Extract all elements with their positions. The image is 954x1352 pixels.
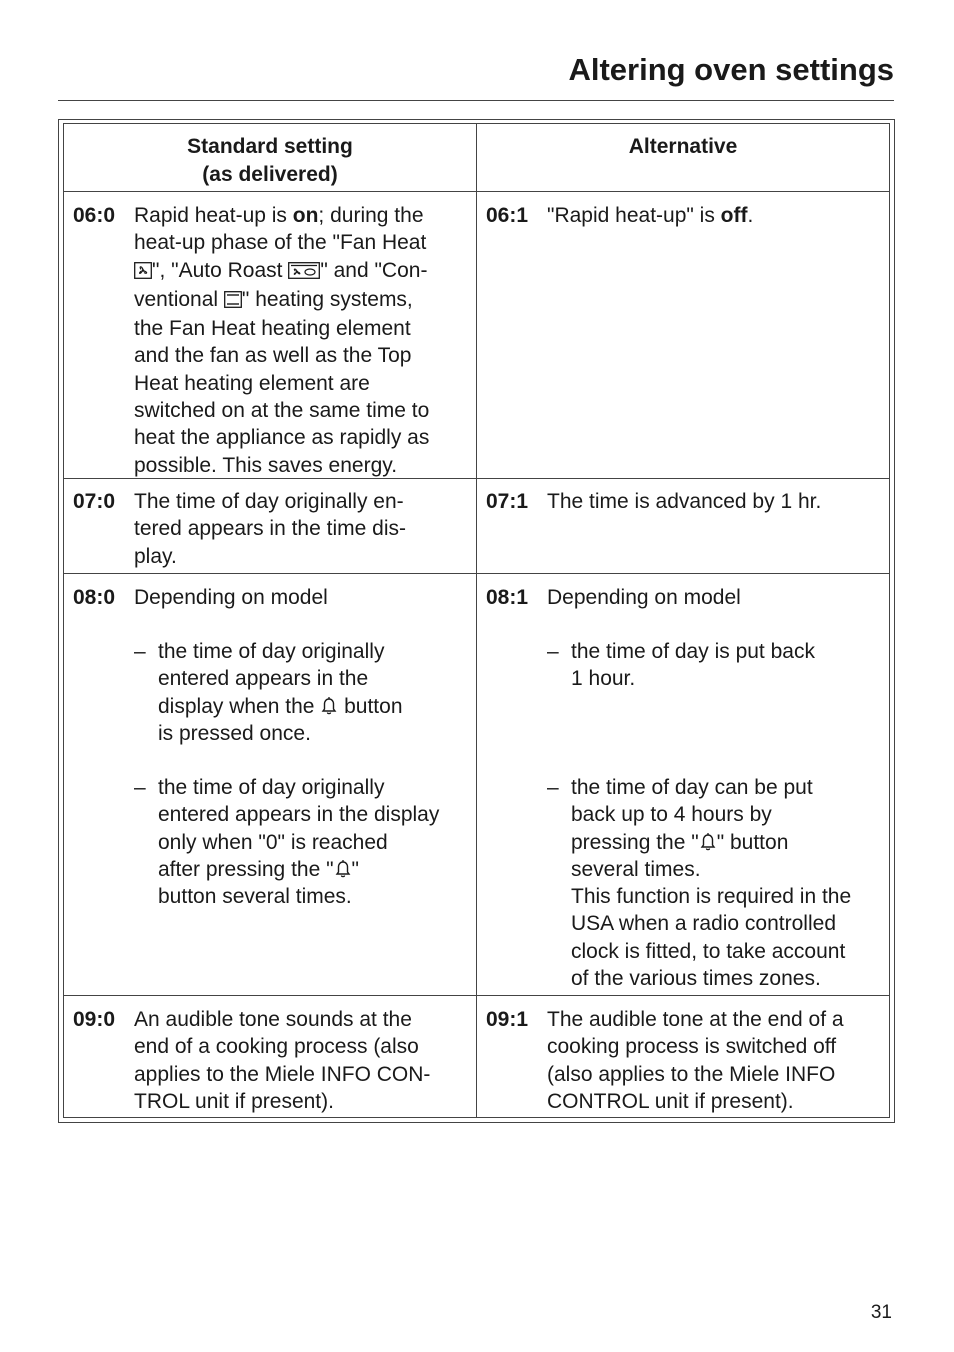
fan-heat-icon bbox=[134, 259, 152, 286]
text-line: cooking process is switched off bbox=[547, 1035, 837, 1059]
title-rule bbox=[58, 100, 894, 101]
row-08-alternative-intro: Depending on model bbox=[547, 586, 741, 609]
list-dash: – bbox=[547, 640, 559, 663]
text-line: play. bbox=[134, 544, 177, 568]
table-inner-right bbox=[889, 123, 890, 1118]
header-standard-setting bbox=[64, 133, 476, 189]
text-line: several times. bbox=[571, 857, 701, 881]
header-standard-line2: (as delivered) bbox=[202, 163, 338, 186]
text-line: the time of day can be put bbox=[571, 776, 813, 799]
text-line: heat-up phase of the "Fan Heat bbox=[134, 231, 427, 255]
setting-code: 06:1 bbox=[486, 204, 529, 227]
text-line: tered appears in the time dis- bbox=[134, 517, 406, 541]
row-08-standard-bullet-2 bbox=[158, 774, 439, 910]
text-run: display when the bbox=[158, 694, 321, 718]
setting-code: 09:1 bbox=[486, 1008, 529, 1031]
page-number: 31 bbox=[870, 1302, 892, 1323]
text-run: " and "Con- bbox=[320, 258, 428, 282]
setting-code: 07:1 bbox=[486, 490, 529, 513]
text-line: This function is required in the bbox=[571, 885, 852, 909]
conventional-heat-icon bbox=[224, 288, 242, 315]
row-divider bbox=[63, 995, 890, 996]
list-dash: – bbox=[547, 776, 559, 799]
text-line: the time of day originally bbox=[158, 640, 385, 663]
list-dash: – bbox=[134, 640, 146, 663]
text-run: ; during the bbox=[318, 204, 424, 227]
bell-icon bbox=[320, 696, 338, 716]
text-line: The time is advanced by 1 hr. bbox=[547, 490, 822, 513]
text-line: entered appears in the display bbox=[158, 803, 440, 827]
text-line: heat the appliance as rapidly as bbox=[134, 426, 430, 450]
setting-code: 09:0 bbox=[73, 1008, 116, 1031]
column-divider bbox=[476, 123, 477, 1118]
text-run: button bbox=[338, 694, 403, 718]
text-line: The audible tone at the end of a bbox=[547, 1008, 844, 1031]
row-08-alternative-bullet-1 bbox=[571, 638, 815, 693]
row-06-standard-text bbox=[134, 202, 429, 479]
text-line: USA when a radio controlled bbox=[571, 912, 836, 936]
text-line: is pressed once. bbox=[158, 721, 311, 745]
text-line: switched on at the same time to bbox=[134, 399, 430, 423]
text-line: 1 hour. bbox=[571, 667, 636, 691]
text-run: after pressing the " bbox=[158, 857, 334, 881]
row-06-alternative-text bbox=[547, 202, 753, 229]
text-line: the time of day is put back bbox=[571, 640, 815, 663]
text-line: TROL unit if present). bbox=[134, 1089, 334, 1113]
row-07-standard-text bbox=[134, 488, 406, 570]
bold-value: on bbox=[292, 204, 319, 227]
row-divider bbox=[63, 573, 890, 574]
row-09-alternative-text bbox=[547, 1006, 844, 1115]
setting-code: 07:0 bbox=[73, 490, 116, 513]
setting-code: 08:0 bbox=[73, 586, 116, 609]
text-run: Rapid heat-up is bbox=[134, 204, 293, 227]
text-run: " button bbox=[716, 830, 789, 854]
text-line: and the fan as well as the Top bbox=[134, 344, 412, 368]
text-line: An audible tone sounds at the bbox=[134, 1008, 412, 1031]
auto-roast-icon bbox=[288, 259, 320, 286]
header-standard-line1: Standard setting bbox=[187, 135, 353, 158]
text-run: " bbox=[351, 857, 360, 881]
text-run: "Rapid heat-up" is bbox=[547, 204, 721, 227]
text-line: possible. This saves energy. bbox=[134, 453, 398, 477]
text-line: clock is fitted, to take account bbox=[571, 939, 846, 963]
table-inner-left bbox=[63, 123, 64, 1118]
text-line: The time of day originally en- bbox=[134, 490, 404, 513]
text-run: pressing the " bbox=[571, 830, 699, 854]
text-line: CONTROL unit if present). bbox=[547, 1089, 794, 1113]
row-09-standard-text bbox=[134, 1006, 430, 1115]
bell-icon bbox=[699, 832, 717, 852]
text-run: ventional bbox=[134, 287, 224, 311]
row-divider bbox=[63, 191, 890, 192]
row-07-alternative-text bbox=[547, 488, 821, 515]
bell-icon bbox=[334, 859, 352, 879]
text-line: button several times. bbox=[158, 885, 352, 909]
text-line: (also applies to the Miele INFO bbox=[547, 1062, 836, 1086]
text-run: ", "Auto Roast bbox=[152, 258, 289, 282]
setting-code: 06:0 bbox=[73, 204, 116, 227]
text-line: of the various times zones. bbox=[571, 967, 821, 991]
text-line: end of a cooking process (also bbox=[134, 1035, 419, 1059]
bold-value: off bbox=[720, 204, 748, 227]
header-alternative: Alternative bbox=[628, 135, 738, 158]
text-line: entered appears in the bbox=[158, 667, 369, 691]
row-08-standard-intro: Depending on model bbox=[134, 586, 328, 609]
text-run: " heating systems, bbox=[241, 287, 413, 311]
row-08-standard-bullet-1 bbox=[158, 638, 403, 747]
text-line: the Fan Heat heating element bbox=[134, 317, 411, 341]
text-line: back up to 4 hours by bbox=[571, 803, 772, 827]
setting-code: 08:1 bbox=[486, 586, 529, 609]
row-08-alternative-bullet-2 bbox=[571, 774, 851, 992]
list-dash: – bbox=[134, 776, 146, 799]
text-line: the time of day originally bbox=[158, 776, 385, 799]
text-line: applies to the Miele INFO CON- bbox=[134, 1062, 431, 1086]
text-line: Heat heating element are bbox=[134, 371, 370, 395]
text-line: only when "0" is reached bbox=[158, 830, 388, 854]
text-run: . bbox=[747, 204, 754, 227]
page-title: Altering oven settings bbox=[568, 52, 894, 87]
